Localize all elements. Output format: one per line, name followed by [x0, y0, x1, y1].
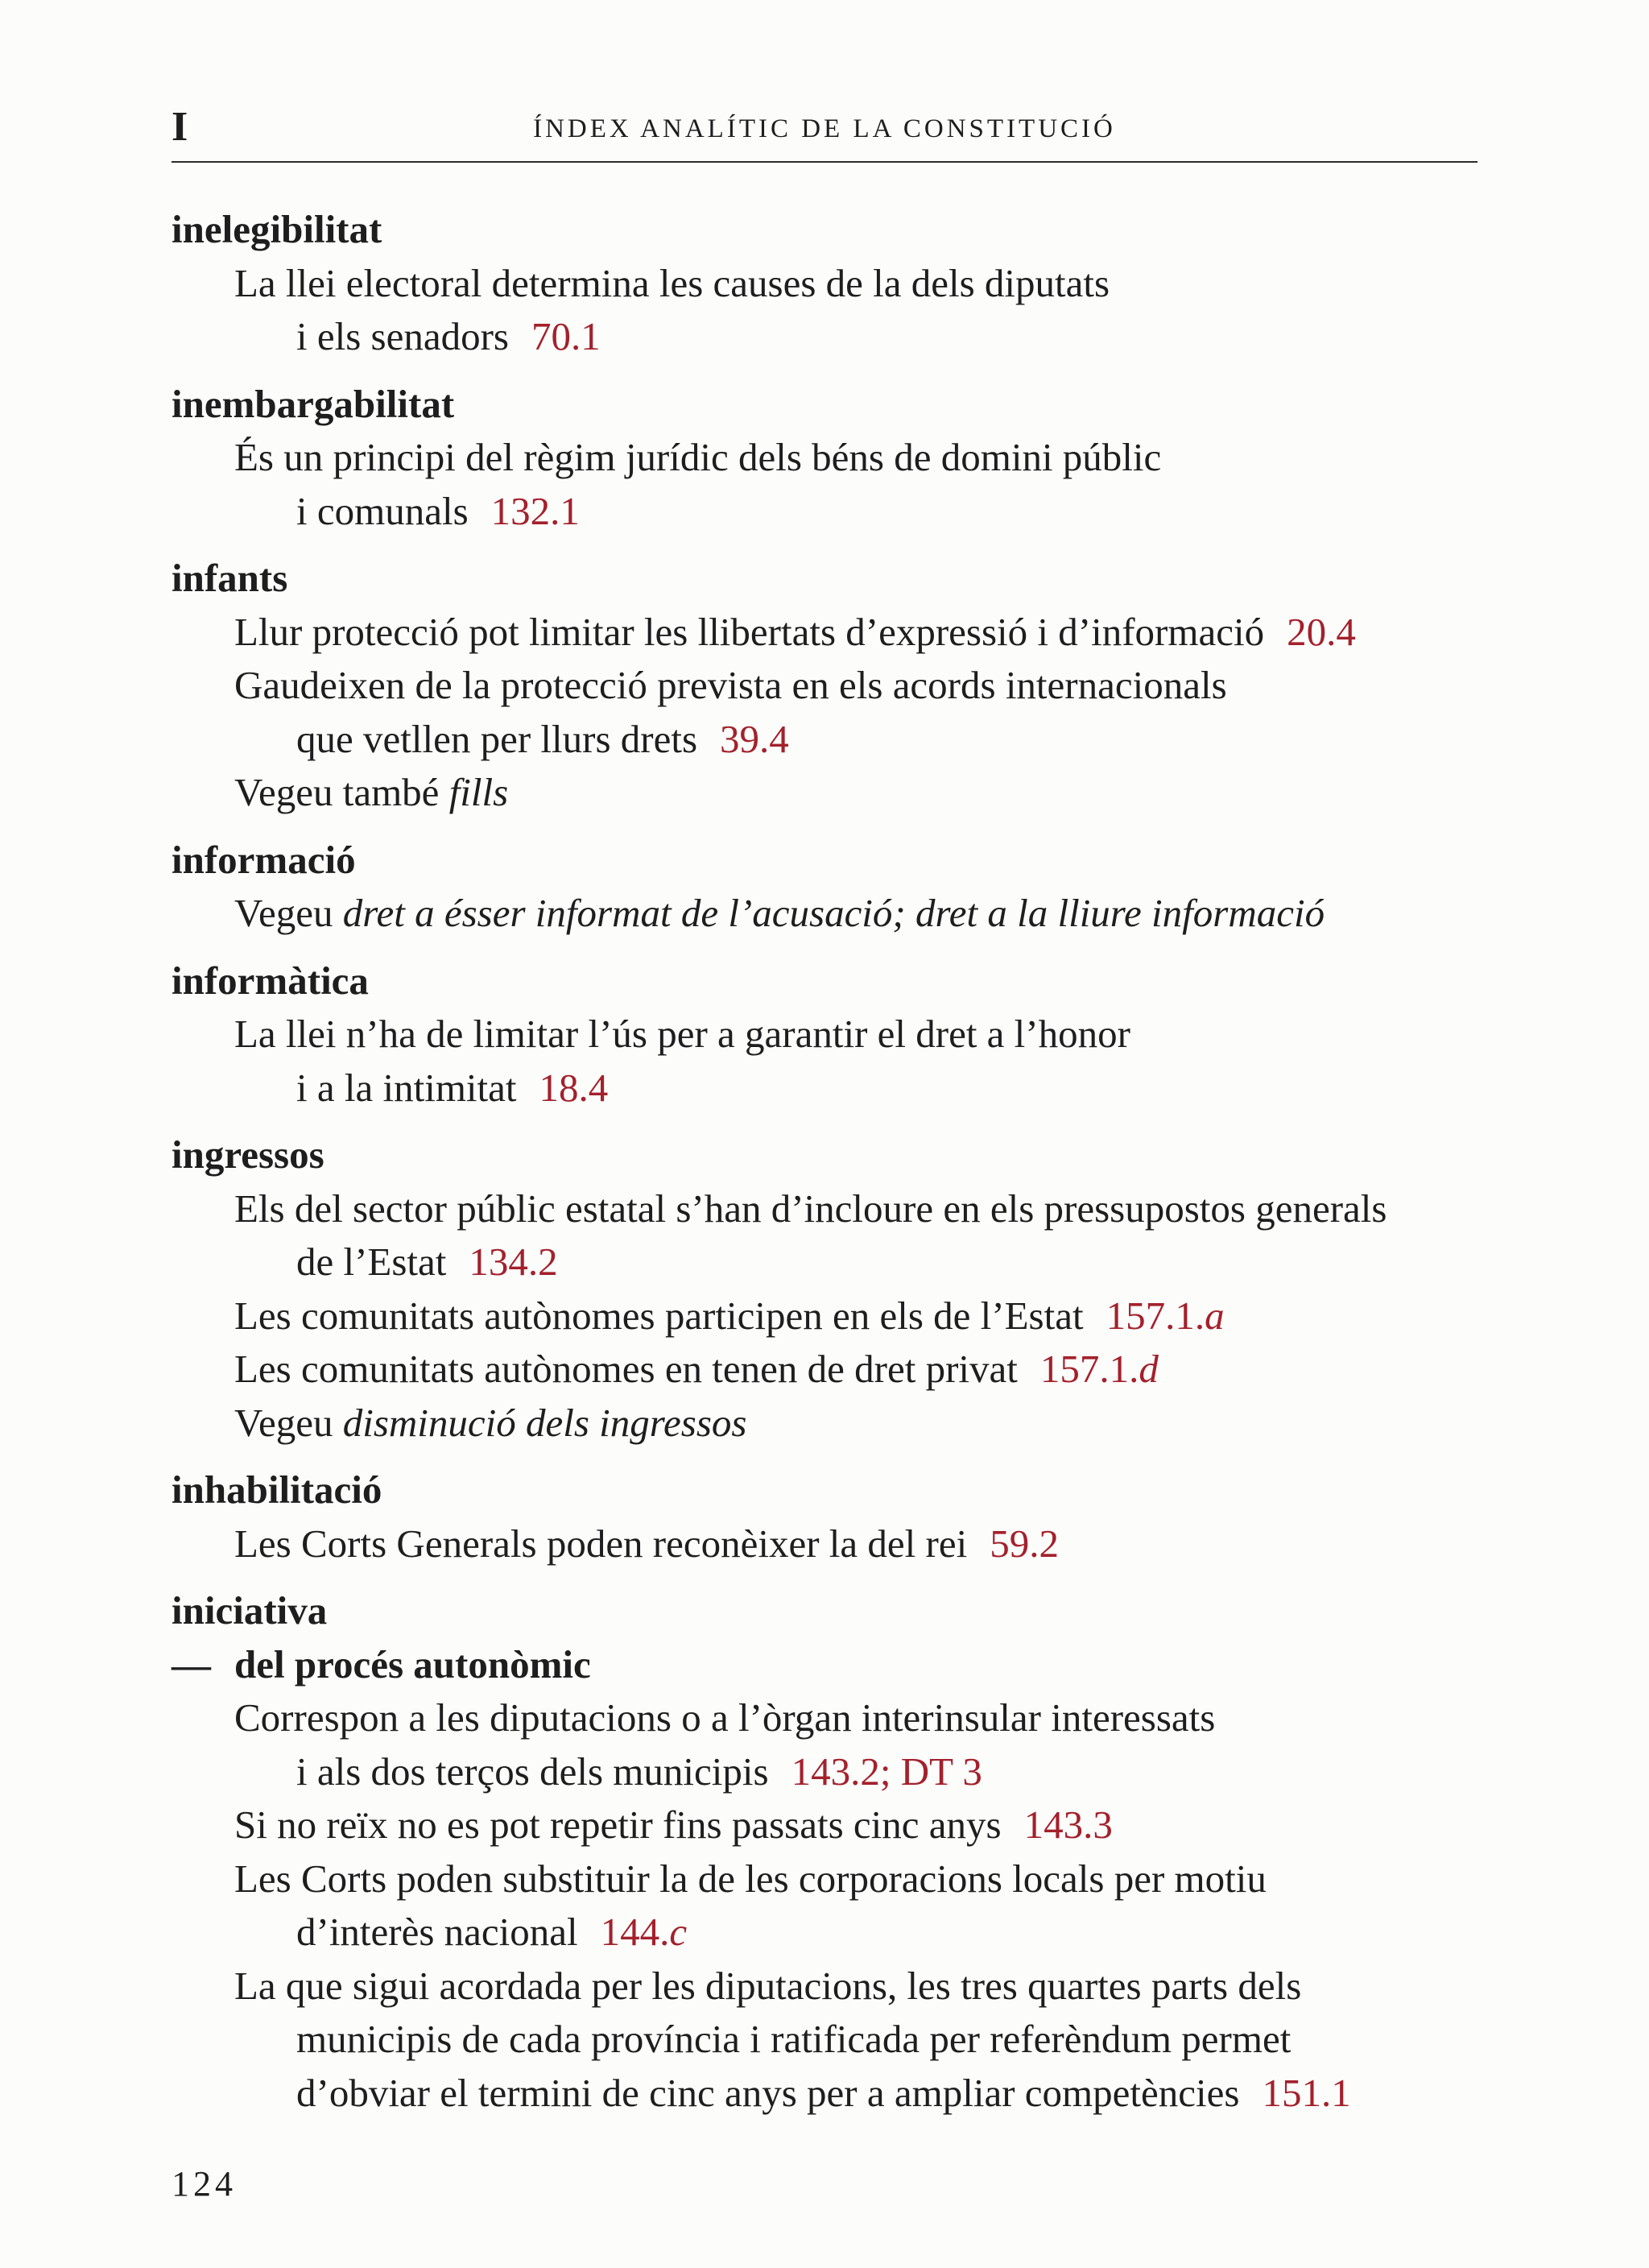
index-term: iniciativa — [172, 1588, 328, 1633]
article-reference: 143.2; DT 3 — [791, 1749, 982, 1794]
running-title: ÍNDEX ANALÍTIC DE LA CONSTITUCIÓ — [533, 114, 1116, 143]
entry-text: Les comunitats autònomes en tenen de dret privat — [234, 1347, 1018, 1391]
entry-text: La llei n’ha de limitar l’ús per a garantir el dret a l’honor — [234, 1012, 1130, 1056]
entry-text: i als dos terços dels municipis — [296, 1749, 769, 1794]
entry-line — [172, 1517, 1484, 1571]
see-reference — [172, 1397, 1484, 1451]
entry-text: Les comunitats autònomes participen en els de l’Estat — [234, 1293, 1084, 1338]
section-letter: I — [172, 104, 188, 150]
index-term: ingressos — [172, 1132, 324, 1177]
index-term: inelegibilitat — [172, 207, 382, 251]
see-prefix: Vegeu — [234, 1400, 333, 1445]
see-also-reference — [172, 766, 1484, 820]
article-reference — [1040, 1347, 1159, 1391]
article-reference: 143.3 — [1023, 1802, 1113, 1847]
entry-text: i comunals — [296, 488, 469, 533]
entry-line — [172, 1289, 1484, 1343]
entry-continuation — [172, 2067, 1484, 2121]
running-header — [172, 105, 1477, 163]
article-reference: 20.4 — [1287, 609, 1356, 654]
reference-number: 144. — [600, 1910, 670, 1954]
entry-continuation — [172, 1906, 1484, 1960]
entry-text: de l’Estat — [296, 1240, 447, 1284]
subterm-dash: — — [172, 1641, 211, 1687]
entry-continuation: municipis de cada província i ratificada per referèndum permet — [296, 2017, 1292, 2061]
entry-text: d’interès nacional — [296, 1910, 578, 1954]
article-reference: 132.1 — [490, 488, 580, 533]
see-prefix: Vegeu també — [234, 770, 440, 814]
entry-line — [172, 606, 1484, 660]
index-term: inhabilitació — [172, 1467, 382, 1512]
article-reference: 134.2 — [469, 1240, 558, 1284]
reference-letter: a — [1205, 1293, 1225, 1338]
index-term: informació — [172, 837, 356, 882]
entry-text: La que sigui acordada per les diputacions, les tres quartes parts dels — [234, 1963, 1302, 2008]
entry-text: d’obviar el termini de cinc anys per a ampliar competències — [296, 2070, 1240, 2115]
index-term: inembargabilitat — [172, 381, 455, 426]
see-prefix: Vegeu — [234, 891, 333, 935]
see-target: disminució dels ingressos — [342, 1400, 747, 1445]
entry-continuation — [172, 1235, 1484, 1289]
entry-text: Correspon a les diputacions o a l’òrgan interinsular interessats — [234, 1695, 1216, 1740]
see-target: dret a ésser informat de l’acusació; dret a la lliure informació — [342, 891, 1325, 935]
entry-continuation — [172, 713, 1484, 767]
entry-line — [172, 1343, 1484, 1397]
page-number: 124 — [172, 2164, 237, 2204]
article-reference — [1106, 1293, 1225, 1338]
index-term: infants — [172, 556, 288, 600]
article-reference: 151.1 — [1262, 2070, 1351, 2115]
entry-text: i els senadors — [296, 314, 509, 358]
entry-line — [172, 1798, 1484, 1852]
subterm-label: del procés autonòmic — [234, 1641, 591, 1687]
reference-letter: c — [669, 1910, 688, 1954]
entry-text: Les Corts poden substituir la de les corporacions locals per motiu — [234, 1856, 1267, 1901]
article-reference — [601, 1910, 688, 1954]
entry-text: Gaudeixen de la protecció prevista en els acords internacionals — [234, 663, 1227, 707]
entry-text: que vetllen per llurs drets — [296, 716, 698, 761]
index-subterm — [172, 1638, 1484, 1692]
entry-text: Si no reïx no es pot repetir fins passats cinc anys — [234, 1802, 1002, 1847]
entry-text: Llur protecció pot limitar les llibertats d’expressió i d’informació — [234, 609, 1265, 654]
index-term: informàtica — [172, 958, 369, 1003]
entry-text: Els del sector públic estatal s’han d’incloure en els pressupostos generals — [234, 1186, 1387, 1231]
entry-continuation — [172, 1062, 1484, 1115]
article-reference: 70.1 — [531, 314, 601, 358]
entry-text: És un principi del règim jurídic dels béns de domini públic — [234, 435, 1162, 479]
article-reference: 18.4 — [539, 1065, 609, 1110]
article-reference: 59.2 — [990, 1521, 1059, 1566]
reference-letter: d — [1139, 1347, 1159, 1391]
article-reference: 39.4 — [720, 716, 789, 761]
reference-number: 157.1. — [1039, 1347, 1139, 1391]
entry-continuation — [172, 310, 1484, 364]
entry-text: La llei electoral determina les causes de la dels diputats — [234, 260, 1110, 305]
entry-continuation — [172, 485, 1484, 539]
entry-text: i a la intimitat — [296, 1065, 517, 1110]
index-entries — [172, 203, 1484, 2120]
see-target: fills — [448, 770, 509, 814]
header-rule — [172, 161, 1477, 163]
see-reference — [172, 887, 1484, 941]
entry-text: Les Corts Generals poden reconèixer la del rei — [234, 1521, 968, 1566]
entry-continuation — [172, 1745, 1484, 1799]
reference-number: 157.1. — [1106, 1293, 1205, 1338]
